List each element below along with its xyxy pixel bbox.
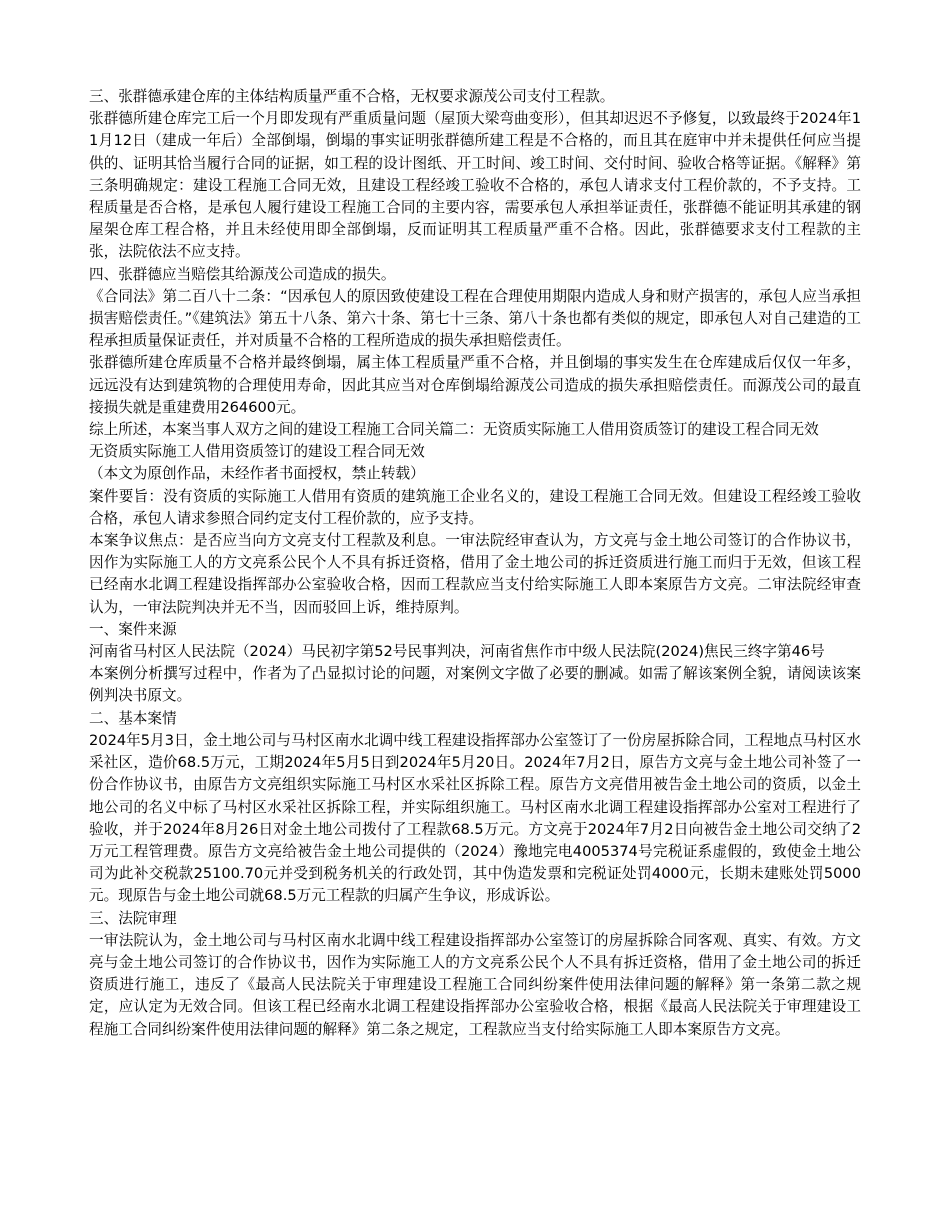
paragraph: 一审法院认为，金土地公司与马村区南水北调中线工程建设指挥部办公室签订的房屋拆除合同客观、真实、有效。方文亮与金土地公司签订的合作协议书，因作为实际施工人的方文亮系公民个人不具有拆迁资格，借用了金土地公司的拆迁资质进行施工，违反了《最高人民法院关于审理建设工程施工合同纠纷案件使用法律问题的解释》第一条第二款之规定，应认定为无效合同。但该工程已经南水北调工程建设指挥部办公室验收合格，根据《最高人民法院关于审理建设工程施工合同纠纷案件使用法律问题的解释》第二条之规定，工程款应当支付给实际施工人即本案原告方文亮。	[89, 931, 861, 1038]
section-heading-court-trial: 三、法院审理	[89, 909, 177, 927]
paragraph: 本案争议焦点：是否应当向方文亮支付工程款及利息。一审法院经审查认为，方文亮与金土地公司签订的合作协议书，因作为实际施工人的方文亮系公民个人不具有拆迁资格，借用了金土地公司的拆迁资质进行施工而归于无效，但该工程已经南水北调工程建设指挥部办公室验收合格，因而工程款应当支付给实际施工人即本案原告方文亮。二审法院经审查认为，一审法院判决并无不当，因而驳回上诉，维持原判。	[89, 532, 861, 616]
section-heading-case-source: 一、案件来源	[89, 620, 177, 638]
paragraph: 2024年5月3日，金土地公司与马村区南水北调中线工程建设指挥部办公室签订了一份房屋拆除合同，工程地点马村区水采社区，造价68.5万元，工期2024年5月5日到2024年5月20日。2024年7月2日，原告方文亮与金土地公司补签了一份合作协议书，由原告方文亮组织实际施工马村区水采社区拆除工程。原告方文亮借用被告金土地公司的资质，以金土地公司的名义中标了马村区水采社区拆除工程，并实际组织施工。马村区南水北调工程建设指挥部办公室对工程进行了验收，并于2024年8月26日对金土地公司拨付了工程款68.5万元。方文亮于2024年7月2日向被告金土地公司交纳了2万元工程管理费。原告方文亮给被告金土地公司提供的（2024）豫地完电4005374号完税证系虚假的，致使金土地公司为此补交税款25100.70元并受到税务机关的行政处罚，其中伪造发票和完税证处罚4000元，长期未建账处罚5000元。现原告与金土地公司就68.5万元工程款的归属产生争议，形成诉讼。	[89, 731, 861, 905]
paragraph: 本案例分析撰写过程中，作者为了凸显拟讨论的问题，对案例文字做了必要的删减。如需了解该案例全貌，请阅读该案例判决书原文。	[89, 665, 861, 705]
document-body	[89, 86, 861, 1041]
section-heading-4: 四、张群德应当赔偿其给源茂公司造成的损失。	[89, 265, 396, 283]
case-summary: 案件要旨：没有资质的实际施工人借用有资质的建筑施工企业名义的，建设工程施工合同无效。但建设工程经竣工验收合格，承包人请求参照合同约定支付工程价款的，应予支持。	[89, 487, 861, 527]
section-heading-basic-facts: 二、基本案情	[89, 709, 177, 727]
article-title: 无资质实际施工人借用资质签订的建设工程合同无效	[89, 443, 425, 461]
paragraph: 综上所述，本案当事人双方之间的建设工程施工合同关篇二：无资质实际施工人借用资质签订的建设工程合同无效	[89, 421, 819, 439]
copyright-note: （本文为原创作品，未经作者书面授权，禁止转载）	[89, 465, 425, 483]
paragraph: 河南省马村区人民法院（2024）马民初字第52号民事判决，河南省焦作市中级人民法院(2024)焦民三终字第46号	[89, 643, 825, 661]
paragraph: 《合同法》第二百八十二条：“因承包人的原因致使建设工程在合理使用期限内造成人身和财产损害的，承包人应当承担损害赔偿责任。”《建筑法》第五十八条、第六十条、第七十三条、第八十条也都有类似的规定，即承包人对自己建造的工程承担质量保证责任，并对质量不合格的工程所造成的损失承担赔偿责任。	[89, 287, 861, 350]
section-heading-3: 三、张群德承建仓库的主体结构质量严重不合格，无权要求源茂公司支付工程款。	[89, 88, 615, 105]
paragraph: 张群德所建仓库质量不合格并最终倒塌，属主体工程质量严重不合格，并且倒塌的事实发生在仓库建成后仅仅一年多，远远没有达到建筑物的合理使用寿命，因此其应当对仓库倒塌给源茂公司造成的损失承担赔偿责任。而源茂公司的最直接损失就是重建费用264600元。	[89, 354, 861, 416]
paragraph: 张群德所建仓库完工后一个月即发现有严重质量问题（屋顶大梁弯曲变形），但其却迟迟不予修复，以致最终于2024年11月12日（建成一年后）全部倒塌，倒塌的事实证明张群德所建工程是不合格的，而且其在庭审中并未提供任何应当提供的、证明其恰当履行合同的证据，如工程的设计图纸、开工时间、竣工时间、交付时间、验收合格等证据。《解释》第三条明确规定：建设工程施工合同无效，且建设工程经竣工验收不合格的，承包人请求支付工程价款的，不予支持。工程质量是否合格，是承包人履行建设工程施工合同的主要内容，需要承包人承担举证责任，张群德不能证明其承建的钢屋架仓库工程合格，并且未经使用即全部倒塌，反而证明其工程质量严重不合格。因此，张群德要求支付工程款的主张，法院依法不应支持。	[89, 110, 861, 261]
